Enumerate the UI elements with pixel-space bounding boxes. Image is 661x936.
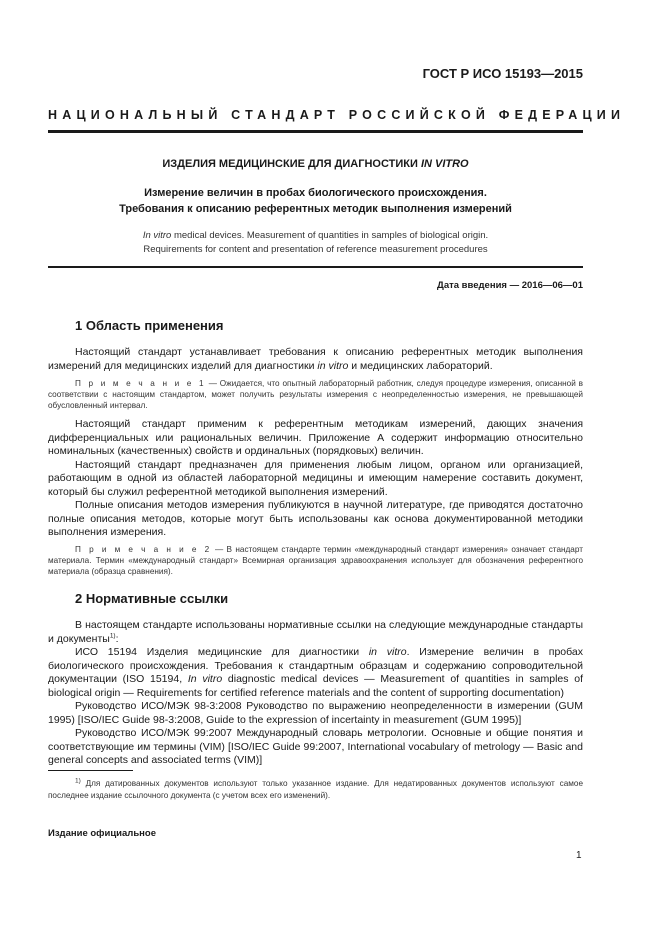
section-2-intro: В настоящем стандарте использованы нормативные ссылки на следующие международные стандарты и документы$^{1)}$: (48, 619, 583, 645)
section-1-para-3: Настоящий стандарт предназначен для применения любым лицом, органом или организацией, работающим в одной из областей лабораторной медицины и имеющим намерение составить документ, который бы служил референтной методикой выполнения измерений. (48, 458, 583, 498)
document-title (48, 158, 583, 170)
note-text: — В настоящем стандарте термин «международный стандарт измерения» означает стандарт материала. Термин «международный стандарт» Всемирная организация здравоохранения использует для обозначения референтного материала (образца сравнения). (48, 545, 583, 576)
section-1-heading: 1 Область применения (75, 318, 224, 333)
note-text: — Ожидается, что опытный лабораторный работник, следуя процедуре измерения, описанной в соответствии с настоящим стандартом, может получить результаты измерения с неопределенностью измерения, не превышающей обусловленный интервал. (48, 379, 583, 410)
subtitle-line: Требования к описанию референтных методик выполнения измерений (119, 203, 512, 215)
subtitle-en-italic: In vitro (142, 230, 172, 241)
note-1 (48, 379, 583, 411)
title-italic: IN VITRO (420, 158, 469, 170)
document-subtitle-en (48, 229, 583, 257)
subtitle-line: Измерение величин в пробах биологического происхождения. (144, 187, 487, 199)
introduction-date: Дата введения — 2016—06—01 (437, 280, 583, 291)
footnote (48, 778, 583, 802)
section-1-para-4: Полные описания методов измерения публикуются в научной литературе, где приводятся достаточно полные описания методов, которые могут быть использованы как основа документированной методики выполнения измерения. (48, 499, 583, 538)
reference-iso-15194: ИСО 15194 Изделия медицинские для диагностики in vitro. Измерение величин в пробах биологического происхождения. Требования к стандартным образцам и содержанию сопроводительной документации (ISO 15194, In vitro diagnostic medical devices — Measurement of quantities in samples of biological origin — Requirements for certified reference materials and the content of supporting documentation) (48, 646, 583, 699)
title-divider (48, 266, 583, 268)
footnote-divider (48, 770, 133, 771)
title-text: ИЗДЕЛИЯ МЕДИЦИНСКИЕ ДЛЯ ДИАГНОСТИКИ (162, 158, 421, 170)
section-2-body (48, 619, 583, 768)
footnote-text: Для датированных документов используют только указанное издание. Для недатированных документов используют самое последнее издание ссылочного документа (с учетом всех его изменений). (48, 779, 583, 800)
page-number: 1 (576, 850, 582, 861)
header-divider (48, 130, 583, 133)
note-label: П р и м е ч а н и е 1 (75, 379, 206, 388)
section-1-para-1: Настоящий стандарт устанавливает требования к описанию референтных методик выполнения измерений для медицинских изделий для диагностики in vitro и медицинских лабораторий. (48, 346, 583, 372)
reference-guide-98-3: Руководство ИСО/МЭК 98-3:2008 Руководство по выражению неопределенности в измерении (GUM 1995) [ISO/IEC Guide 98-3:2008, Guide to the expression of incertainty in measurement (GUM 1995)] (48, 700, 583, 726)
subtitle-en-line: medical devices. Measurement of quantities in samples of biological origin. (171, 230, 489, 241)
section-1-para-2: Настоящий стандарт применим к референтным методикам измерений, дающих значения дифференциальных или рациональных величин. Приложение А содержит информацию относительно номинальных (качественных) свойств и ординальных (порядковых) величин. Настоящий стандарт предназначен для применения любым лицом, органом или организацией, работающим в одной из областей лабораторной медицины и имеющим намерение составить документ, который бы служил референтной методикой выполнения измерений. Полные описания методов измерения публикуются в научной литературе, где приводятся достаточно полные описания методов, которые могут быть использованы как основа документированной методики выполнения измерения. (48, 418, 583, 538)
section-2-heading: 2 Нормативные ссылки (75, 591, 229, 606)
footnote-mark: 1) (75, 777, 81, 785)
note-label: П р и м е ч а н и е 2 (75, 545, 212, 554)
reference-guide-99: Руководство ИСО/МЭК 99:2007 Международный словарь метрологии. Основные и общие понятия и соответствующие им термины (VIM) [ISO/IEC Guide 99:2007, International vocabulary of metrology — Basic and general concepts and associated terms (VIM)] (48, 727, 583, 766)
edition-label: Издание официальное (48, 828, 156, 839)
national-standard-banner: НАЦИОНАЛЬНЫЙ СТАНДАРТ РОССИЙСКОЙ ФЕДЕРАЦИИ (48, 108, 626, 122)
document-subtitle-ru (48, 185, 583, 217)
note-2 (48, 545, 583, 577)
document-code: ГОСТ Р ИСО 15193—2015 (422, 66, 583, 81)
subtitle-en-line: Requirements for content and presentation of reference measurement procedures (143, 244, 488, 255)
